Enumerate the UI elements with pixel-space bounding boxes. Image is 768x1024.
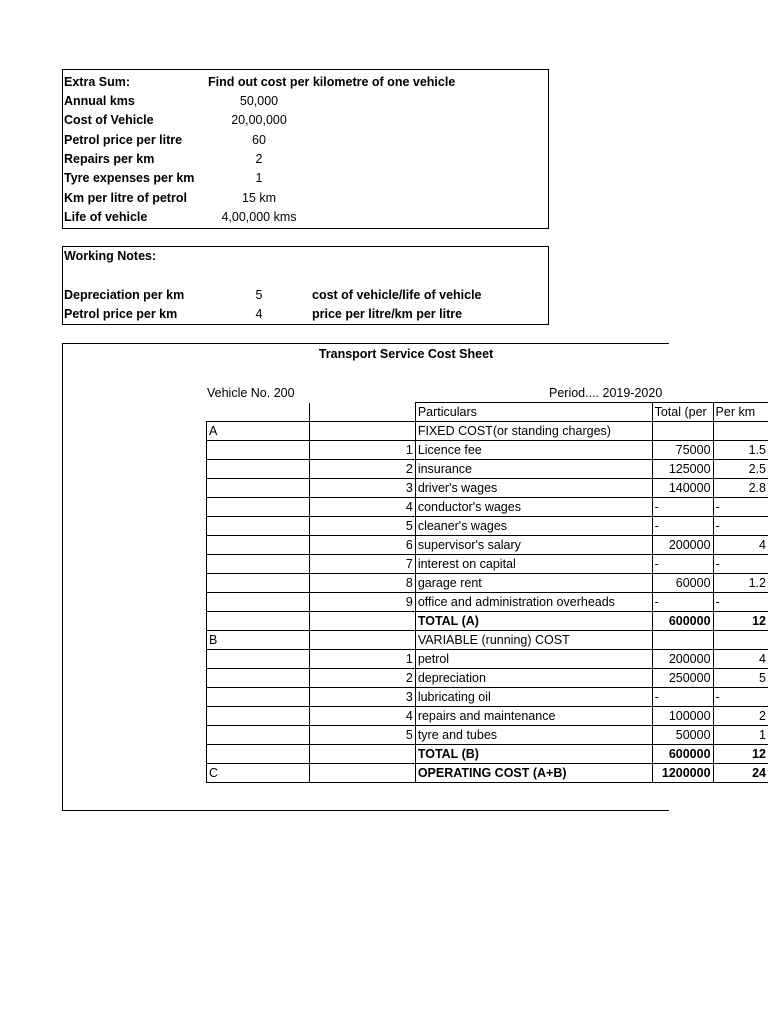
per-km-cell: - xyxy=(713,688,768,707)
working-note-label: Petrol price per km xyxy=(64,307,178,322)
particular-cell: lubricating oil xyxy=(415,688,652,707)
extra-sum-label: Petrol price per litre xyxy=(64,132,183,147)
working-note-formula: price per litre/km per litre xyxy=(312,307,463,322)
per-km-cell: 2.5 xyxy=(713,460,768,479)
item-number-cell: 4 xyxy=(310,498,415,517)
item-number-cell: 6 xyxy=(310,536,415,555)
item-number-cell: 2 xyxy=(310,460,415,479)
total-cell: 200000 xyxy=(652,650,713,669)
table-row xyxy=(207,498,768,517)
total-cell xyxy=(652,631,713,650)
per-km-cell: - xyxy=(713,498,768,517)
extra-sum-label: Annual kms xyxy=(64,94,135,108)
per-km-cell: 4 xyxy=(713,650,768,669)
per-km-cell: 12 xyxy=(713,745,768,764)
item-number-cell: 1 xyxy=(310,441,415,460)
section-cell: C xyxy=(207,764,310,783)
section-cell xyxy=(207,593,310,612)
table-row xyxy=(207,707,768,726)
per-km-cell: - xyxy=(713,555,768,574)
particular-cell: depreciation xyxy=(415,669,652,688)
total-cell xyxy=(652,422,713,441)
table-row xyxy=(207,745,768,764)
item-number-cell: 3 xyxy=(310,479,415,498)
total-cell: 60000 xyxy=(652,574,713,593)
table-row xyxy=(207,536,768,555)
per-km-cell: 2 xyxy=(713,707,768,726)
per-km-cell: 4 xyxy=(713,536,768,555)
section-cell xyxy=(207,479,310,498)
particular-cell: garage rent xyxy=(415,574,652,593)
table-row xyxy=(207,764,768,783)
total-cell: - xyxy=(652,498,713,517)
header-total: Total (per xyxy=(652,403,713,422)
extra-sum-label: Km per litre of petrol xyxy=(64,190,187,205)
item-number-cell: 8 xyxy=(310,574,415,593)
total-cell: 75000 xyxy=(652,441,713,460)
table-row xyxy=(207,688,768,707)
section-cell xyxy=(207,612,310,631)
particular-cell: repairs and maintenance xyxy=(415,707,652,726)
table-row xyxy=(207,555,768,574)
item-number-cell: 1 xyxy=(310,650,415,669)
extra-sum-value: 60 xyxy=(252,132,266,147)
particular-cell: FIXED COST(or standing charges) xyxy=(415,422,652,441)
total-cell: 250000 xyxy=(652,669,713,688)
section-cell xyxy=(207,517,310,536)
extra-sum-label: Life of vehicle xyxy=(64,209,148,224)
per-km-cell: 1.5 xyxy=(713,441,768,460)
extra-sum-value: 15 km xyxy=(241,190,277,205)
section-cell: B xyxy=(207,631,310,650)
extra-sum-value: 1 xyxy=(255,171,263,186)
per-km-cell xyxy=(713,631,768,650)
section-cell xyxy=(207,688,310,707)
total-cell: 140000 xyxy=(652,479,713,498)
total-cell: 50000 xyxy=(652,726,713,745)
total-cell: 100000 xyxy=(652,707,713,726)
vehicle-number: Vehicle No. 200 xyxy=(207,386,295,400)
total-cell: 200000 xyxy=(652,536,713,555)
section-cell xyxy=(207,707,310,726)
section-cell xyxy=(207,574,310,593)
particular-cell: TOTAL (B) xyxy=(415,745,652,764)
section-cell xyxy=(207,555,310,574)
per-km-cell: 2.8 xyxy=(713,479,768,498)
header-per-km: Per km xyxy=(713,403,768,422)
section-cell xyxy=(207,441,310,460)
per-km-cell: 12 xyxy=(713,612,768,631)
extra-sum-value: 20,00,000 xyxy=(231,113,287,128)
item-number-cell: 7 xyxy=(310,555,415,574)
table-row xyxy=(207,669,768,688)
extra-sum-value: 2 xyxy=(255,151,263,166)
header-section xyxy=(207,403,310,422)
item-number-cell xyxy=(310,745,415,764)
header-number xyxy=(310,403,415,422)
per-km-cell: 24 xyxy=(713,764,768,783)
section-cell xyxy=(207,669,310,688)
particular-cell: driver's wages xyxy=(415,479,652,498)
particular-cell: VARIABLE (running) COST xyxy=(415,631,652,650)
item-number-cell: 5 xyxy=(310,517,415,536)
per-km-cell: - xyxy=(713,517,768,536)
extra-sum-heading-label: Extra Sum: xyxy=(64,75,130,89)
table-row xyxy=(207,422,768,441)
section-cell xyxy=(207,536,310,555)
total-cell: - xyxy=(652,688,713,707)
per-km-cell xyxy=(713,422,768,441)
extra-sum-value: 4,00,000 kms xyxy=(221,209,297,224)
particular-cell: insurance xyxy=(415,460,652,479)
total-cell: - xyxy=(652,555,713,574)
header-particulars: Particulars xyxy=(415,403,652,422)
particular-cell: conductor's wages xyxy=(415,498,652,517)
item-number-cell xyxy=(310,612,415,631)
working-note-formula: cost of vehicle/life of vehicle xyxy=(312,288,482,302)
table-header-row xyxy=(207,403,768,422)
working-notes-heading: Working Notes: xyxy=(64,249,157,263)
item-number-cell xyxy=(310,422,415,441)
table-row xyxy=(207,479,768,498)
working-note-value: 4 xyxy=(255,307,263,322)
extra-sum-value: 50,000 xyxy=(239,94,279,108)
extra-sum-heading-text: Find out cost per kilometre of one vehicle xyxy=(208,75,456,89)
section-cell xyxy=(207,745,310,764)
table-row xyxy=(207,593,768,612)
item-number-cell: 4 xyxy=(310,707,415,726)
total-cell: 125000 xyxy=(652,460,713,479)
total-cell: 600000 xyxy=(652,612,713,631)
item-number-cell: 3 xyxy=(310,688,415,707)
section-cell xyxy=(207,650,310,669)
total-cell: - xyxy=(652,593,713,612)
table-row xyxy=(207,612,768,631)
total-cell: - xyxy=(652,517,713,536)
period: Period.... 2019-2020 xyxy=(549,386,663,400)
section-cell xyxy=(207,726,310,745)
table-row xyxy=(207,650,768,669)
particular-cell: Licence fee xyxy=(415,441,652,460)
item-number-cell: 2 xyxy=(310,669,415,688)
per-km-cell: 1.2 xyxy=(713,574,768,593)
cost-sheet-table xyxy=(206,402,768,783)
table-row xyxy=(207,441,768,460)
table-row xyxy=(207,517,768,536)
section-cell xyxy=(207,460,310,479)
per-km-cell: 1 xyxy=(713,726,768,745)
table-row xyxy=(207,631,768,650)
extra-sum-label: Cost of Vehicle xyxy=(64,113,154,128)
particular-cell: OPERATING COST (A+B) xyxy=(415,764,652,783)
item-number-cell xyxy=(310,764,415,783)
table-row xyxy=(207,460,768,479)
particular-cell: interest on capital xyxy=(415,555,652,574)
item-number-cell: 5 xyxy=(310,726,415,745)
particular-cell: TOTAL (A) xyxy=(415,612,652,631)
section-cell xyxy=(207,498,310,517)
particular-cell: tyre and tubes xyxy=(415,726,652,745)
item-number-cell xyxy=(310,631,415,650)
item-number-cell: 9 xyxy=(310,593,415,612)
table-row xyxy=(207,726,768,745)
section-cell: A xyxy=(207,422,310,441)
particular-cell: cleaner's wages xyxy=(415,517,652,536)
total-cell: 1200000 xyxy=(652,764,713,783)
working-note-label: Depreciation per km xyxy=(64,288,185,302)
table-row xyxy=(207,574,768,593)
per-km-cell: - xyxy=(713,593,768,612)
particular-cell: office and administration overheads xyxy=(415,593,652,612)
per-km-cell: 5 xyxy=(713,669,768,688)
extra-sum-label: Tyre expenses per km xyxy=(64,171,195,186)
cost-sheet-title: Transport Service Cost Sheet xyxy=(318,347,494,361)
total-cell: 600000 xyxy=(652,745,713,764)
working-note-value: 5 xyxy=(255,288,263,302)
particular-cell: supervisor's salary xyxy=(415,536,652,555)
particular-cell: petrol xyxy=(415,650,652,669)
extra-sum-label: Repairs per km xyxy=(64,151,155,166)
